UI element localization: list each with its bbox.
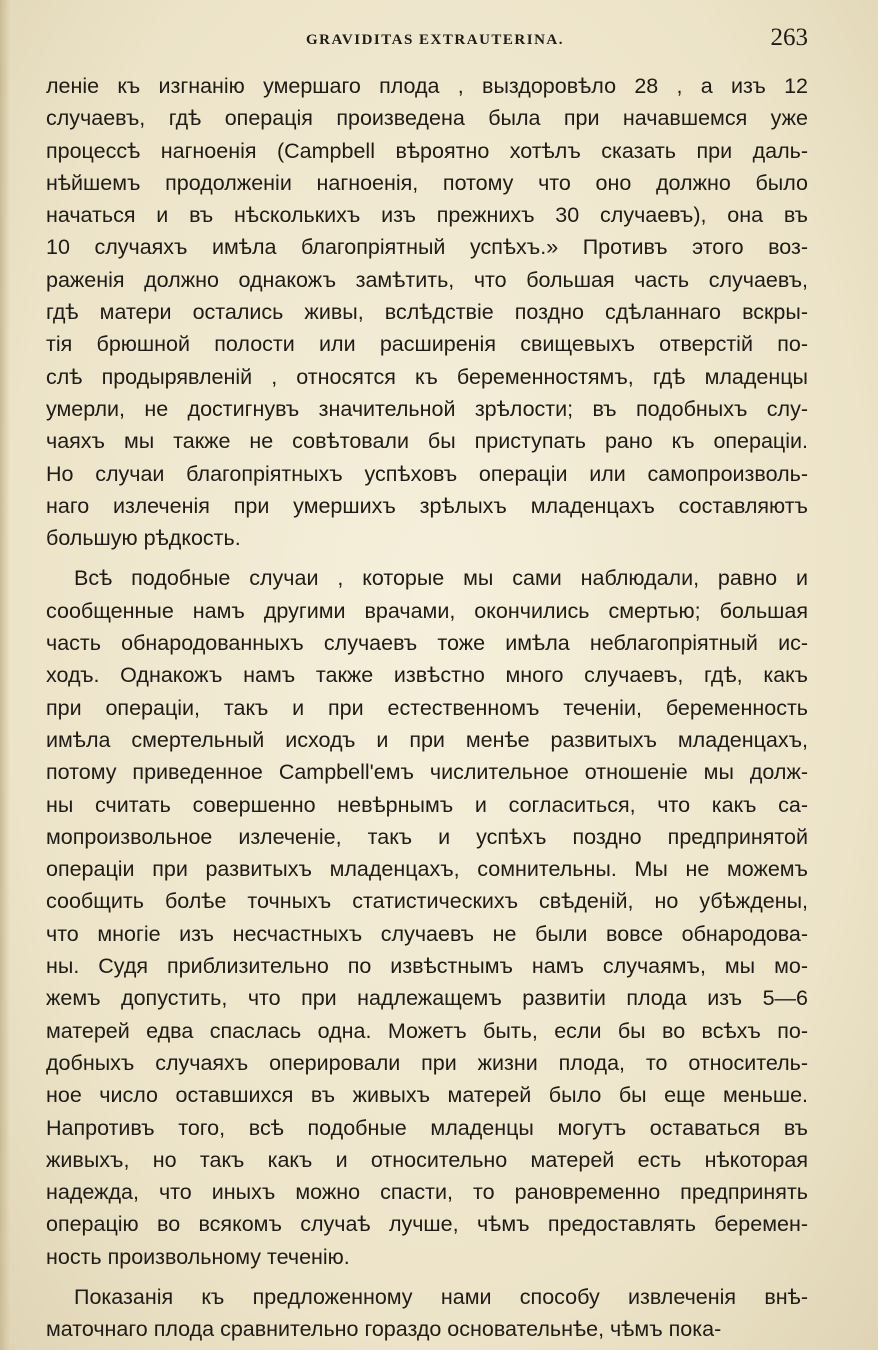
text-line: нѣйшемъ продолженіи нагноенія, потому что оно должно было	[46, 170, 808, 195]
text-line: операцію во всякомъ случаѣ лучше, чѣмъ предоставлять беремен-	[46, 1212, 808, 1237]
running-header	[0, 24, 878, 60]
text-line: чаяхъ мы также не совѣтовали бы приступать рано къ операціи.	[46, 429, 808, 454]
text-line: при операціи, такъ и при естественномъ теченіи, беременность	[46, 695, 808, 720]
paragraph	[46, 562, 808, 1273]
text-line: Всѣ подобные случаи , которые мы сами наблюдали, равно и	[74, 566, 808, 591]
text-line: матерей едва спаслась одна. Можетъ быть, если бы во всѣхъ по-	[46, 1018, 808, 1043]
text-line: операціи при развитыхъ младенцахъ, сомнительны. Мы не можемъ	[46, 857, 808, 882]
text-line: начаться и въ нѣсколькихъ изъ прежнихъ 30 случаевъ), она въ	[46, 203, 808, 228]
text-line: потому приведенное Campbell'емъ числительное отношеніе мы долж-	[46, 760, 808, 785]
text-line: жемъ допустить, что при надлежащемъ развитіи плода изъ 5—6	[46, 986, 808, 1011]
text-line: большую рѣдкость.	[46, 526, 241, 551]
running-title: GRAVIDITAS EXTRAUTERINA.	[306, 32, 564, 48]
text-line: ны считать совершенно невѣрнымъ и согласиться, что какъ са-	[46, 792, 808, 817]
text-line: наго излеченія при умершихъ зрѣлыхъ младенцахъ составляютъ	[46, 493, 808, 518]
text-line: ное число оставшихся въ живыхъ матерей было бы еще меньше.	[46, 1083, 808, 1108]
text-line: живыхъ, но такъ какъ и относительно матерей есть нѣкоторая	[46, 1147, 808, 1172]
text-line: случаевъ, гдѣ операція произведена была при начавшемся уже	[46, 106, 808, 131]
paragraph	[46, 70, 808, 554]
text-line: имѣла смертельный исходъ и при менѣе развитыхъ младенцахъ,	[46, 727, 808, 752]
text-line: процессѣ нагноенія (Campbell вѣроятно хотѣлъ сказать при даль-	[46, 138, 808, 163]
text-line: тія брюшной полости или расширенія свищевыхъ отверстій по-	[46, 332, 808, 357]
text-line: надежда, что иныхъ можно спасти, то рановременно предпринять	[46, 1180, 808, 1205]
text-line: часть обнародованныхъ случаевъ тоже имѣла неблагопріятный ис-	[46, 631, 808, 656]
text-line: что многіе изъ несчастныхъ случаевъ не были вовсе обнародова-	[46, 921, 808, 946]
text-line: умерли, не достигнувъ значительной зрѣлости; въ подобныхъ слу-	[46, 396, 808, 421]
text-line: слѣ продырявленій , относятся къ беременностямъ, гдѣ младенцы	[46, 364, 808, 389]
text-line: сообщенные намъ другими врачами, окончились смертью; большая	[46, 598, 808, 623]
text-line: добныхъ случаяхъ оперировали при жизни плода, то относитель-	[46, 1050, 808, 1075]
text-line: ходъ. Однакожъ намъ также извѣстно много случаевъ, гдѣ, какъ	[46, 663, 808, 688]
text-line: Но случаи благопріятныхъ успѣховъ операціи или самопроизволь-	[46, 461, 808, 486]
text-line: ность произвольному теченію.	[46, 1244, 350, 1269]
page-number: 263	[770, 24, 808, 51]
text-line: Напротивъ того, всѣ подобные младенцы могутъ оставаться въ	[46, 1115, 808, 1140]
page-gutter	[0, 0, 10, 1350]
paragraph	[46, 1281, 808, 1346]
text-line: мопроизвольное излеченіе, такъ и успѣхъ поздно предпринятой	[46, 824, 808, 849]
text-line: леніе къ изгнанію умершаго плода , выздоровѣло 28 , а изъ 12	[46, 74, 808, 98]
text-line: ны. Судя приблизительно по извѣстнымъ намъ случаямъ, мы мо-	[46, 954, 808, 979]
text-line: 10 случаяхъ имѣла благопріятный успѣхъ.» Противъ этого воз-	[46, 235, 808, 260]
text-line: Показанія къ предложенному нами способу извлеченія внѣ-	[74, 1284, 808, 1309]
text-line: маточнаго плода сравнительно гораздо основательнѣе, чѣмъ пока-	[46, 1317, 722, 1342]
body-text	[46, 70, 808, 1346]
text-line: сообщить болѣе точныхъ статистическихъ свѣденій, но убѣждены,	[46, 889, 808, 914]
text-line: гдѣ матери остались живы, вслѣдствіе поздно сдѣланнаго вскры-	[46, 300, 808, 325]
text-line: раженія должно однакожъ замѣтить, что большая часть случаевъ,	[46, 267, 808, 292]
